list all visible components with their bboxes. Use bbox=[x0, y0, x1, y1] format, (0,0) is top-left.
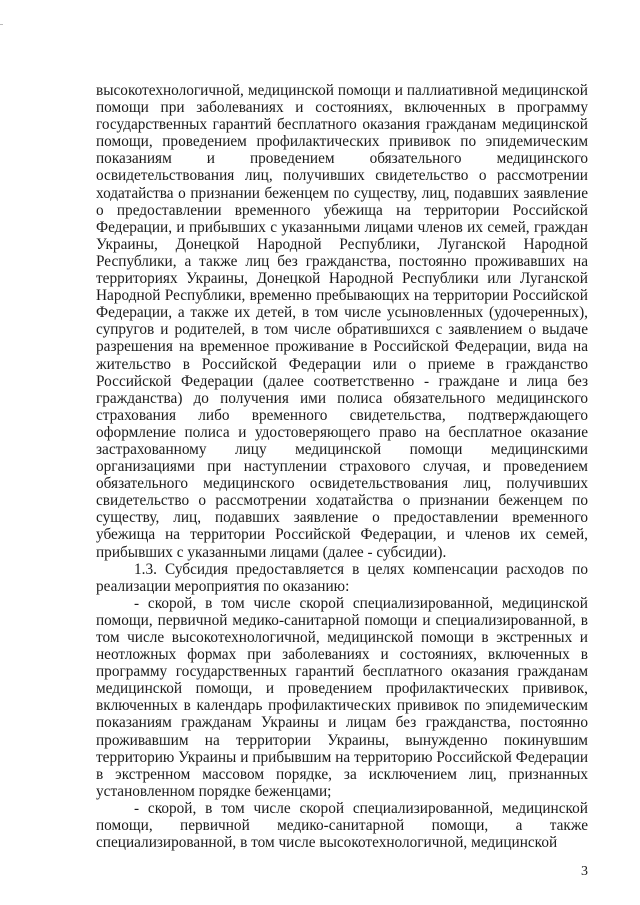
paragraph-continuation: высокотехнологичной, медицинской помощи и паллиативной медицинской помощи при заболеваниях и состояниях, включенных в программу государственных гарантий бесплатного оказания гражданам медицинской помощи, проведением профилактических прививок по эпидемическим показаниям и проведением обязательного медицинского освидетельствования лиц, получивших свидетельство о рассмотрении ходатайства о признании беженцем по существу, лиц, подавших заявление о предоставлении временного убежища на территории Российской Федерации, и прибывших с указанными лицами членов их семей, граждан Украины, Донецкой Народной Республики, Луганской Народной Республики, а также лиц без гражданства, постоянно проживавших на территориях Украины, Донецкой Народной Республики или Луганской Народной Республики, временно пребывающих на территории Российской Федерации, а также их детей, в том числе усыновленных (удочеренных), супругов и родителей, в том числе обратившихся с заявлением о выдаче разрешения на временное проживание в Российской Федерации, вида на жительство в Российской Федерации или о приеме в гражданство Российской Федерации (далее соответственно - граждане и лица без гражданства) до получения ими полиса обязательного медицинского страхования либо временного свидетельства, подтверждающего оформление полиса и удостоверяющего право на бесплатное оказание застрахованному лицу медицинской помощи медицинскими организациями при наступлении страхового случая, и проведением обязательного медицинского освидетельствования лиц, получивших свидетельство о рассмотрении ходатайства о признании беженцем по существу, лиц, подавших заявление о предоставлении временного убежища на территории Российской Федерации, и членов их семей, прибывших с указанными лицами (далее - субсидии). bbox=[96, 82, 588, 561]
page-number: 3 bbox=[581, 864, 588, 879]
paragraph-list-item-specialized-care: - скорой, в том числе скорой специализированной, медицинской помощи, первичной медико-санитарной помощи, а также специализированной, в том числе высокотехнологичной, медицинской bbox=[96, 799, 588, 852]
paragraph-clause-1-3: 1.3. Субсидия предоставляется в целях компенсации расходов по реализации мероприятия по оказанию: bbox=[96, 560, 588, 595]
scan-edge-mark bbox=[0, 24, 3, 25]
paragraph-list-item-emergency-care: - скорой, в том числе скорой специализированной, медицинской помощи, первичной медико-санитарной помощи и специализированной, в том числе высокотехнологичной, медицинской помощи в экстренных и неотложных формах при заболеваниях и состояниях, включенных в программу государственных гарантий бесплатного оказания гражданам медицинской помощи, и проведением профилактических прививок, включенных в календарь профилактических прививок по эпидемическим показаниям гражданам Украины и лицам без гражданства, постоянно проживавшим на территории Украины, вынужденно покинувшим территорию Украины и прибывшим на территорию Российской Федерации в экстренном массовом порядке, за исключением лиц, признанных установленном порядке беженцами; bbox=[96, 594, 588, 800]
document-body bbox=[96, 82, 588, 851]
